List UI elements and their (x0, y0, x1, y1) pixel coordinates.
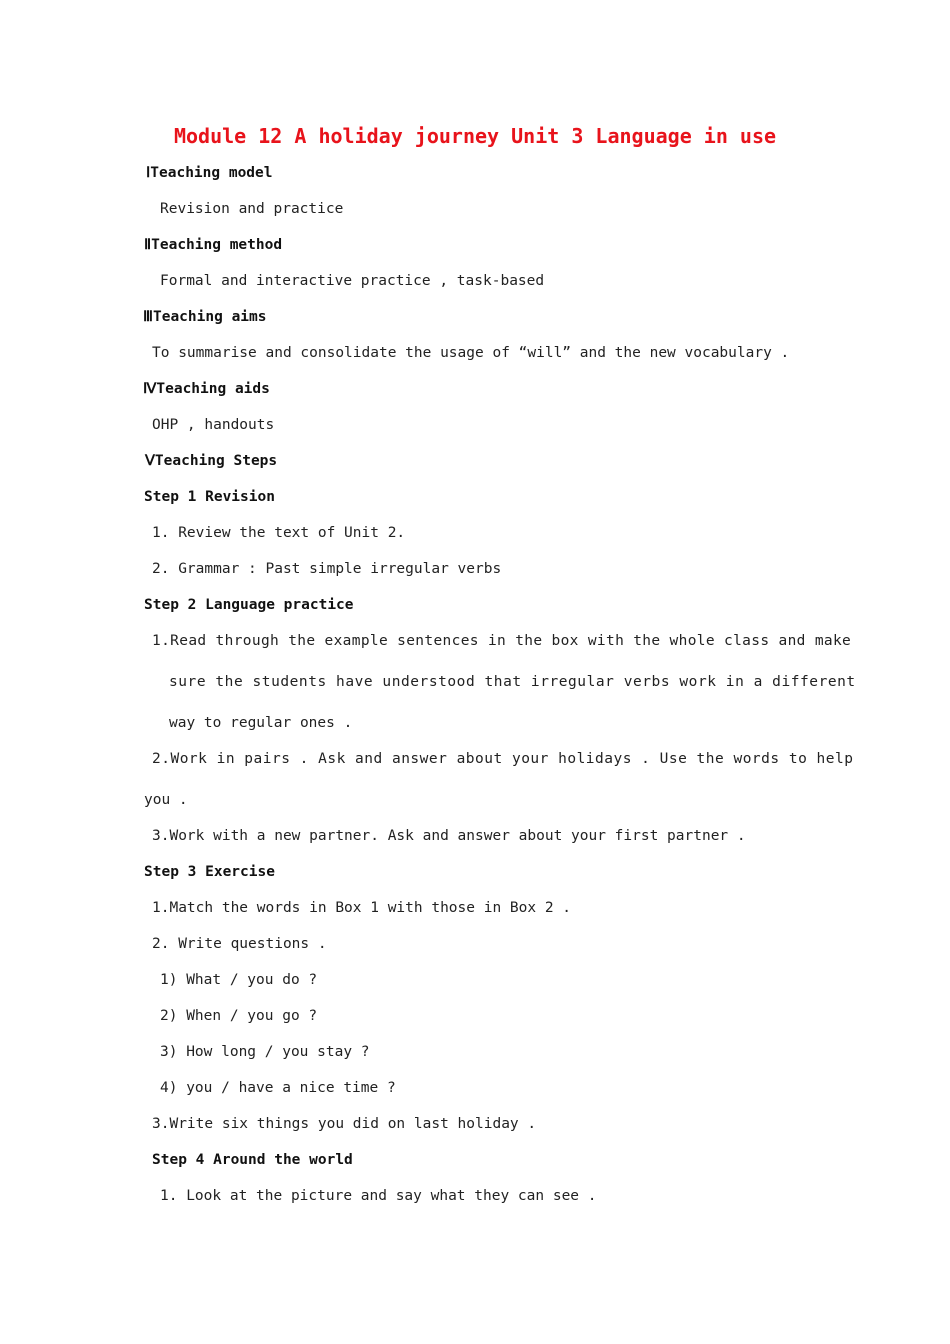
section-body-teaching-method: Formal and interactive practice , task-based (160, 273, 545, 289)
section-heading-teaching-steps: ⅤTeaching Steps (145, 453, 278, 469)
step3-heading: Step 3 Exercise (144, 864, 275, 880)
section-heading-teaching-method: ⅡTeaching method (144, 237, 283, 253)
step1-item-2: 2. Grammar : Past simple irregular verbs (152, 561, 502, 577)
step3-item-1: 1.Match the words in Box 1 with those in Box 2 . (152, 900, 572, 916)
page-title: Module 12 A holiday journey Unit 3 Language in use (173, 124, 777, 148)
step3-question-3: 3) How long / you stay ? (160, 1044, 370, 1060)
step4-heading: Step 4 Around the world (152, 1152, 353, 1168)
section-heading-teaching-aids: ⅣTeaching aids (143, 381, 270, 397)
step4-item-1: 1. Look at the picture and say what they can see . (160, 1188, 597, 1204)
step2-item-1-line-1: 1.Read through the example sentences in the box with the whole class and make (152, 633, 852, 649)
step1-heading: Step 1 Revision (144, 489, 275, 505)
step2-item-1-line-2: sure the students have understood that irregular verbs work in a different (169, 674, 856, 690)
section-body-teaching-aids: OHP , handouts (152, 417, 275, 433)
step3-item-3: 3.Write six things you did on last holiday . (152, 1116, 537, 1132)
step2-heading: Step 2 Language practice (144, 597, 354, 613)
section-heading-teaching-model: ⅠTeaching model (146, 165, 273, 181)
step3-item-2: 2. Write questions . (152, 936, 327, 952)
section-heading-teaching-aims: ⅢTeaching aims (143, 309, 267, 325)
section-body-teaching-aims: To summarise and consolidate the usage of “will” and the new vocabulary . (152, 345, 790, 361)
section-body-teaching-model: Revision and practice (160, 201, 344, 217)
step3-question-2: 2) When / you go ? (160, 1008, 318, 1024)
step3-question-4: 4) you / have a nice time ? (160, 1080, 396, 1096)
step2-item-3: 3.Work with a new partner. Ask and answer about your first partner . (152, 828, 746, 844)
step1-item-1: 1. Review the text of Unit 2. (152, 525, 406, 541)
step2-item-1-line-3: way to regular ones . (169, 715, 353, 731)
step2-item-2-line-2: you . (144, 792, 188, 808)
step2-item-2-line-1: 2.Work in pairs . Ask and answer about your holidays . Use the words to help (152, 751, 854, 767)
step3-question-1: 1) What / you do ? (160, 972, 318, 988)
